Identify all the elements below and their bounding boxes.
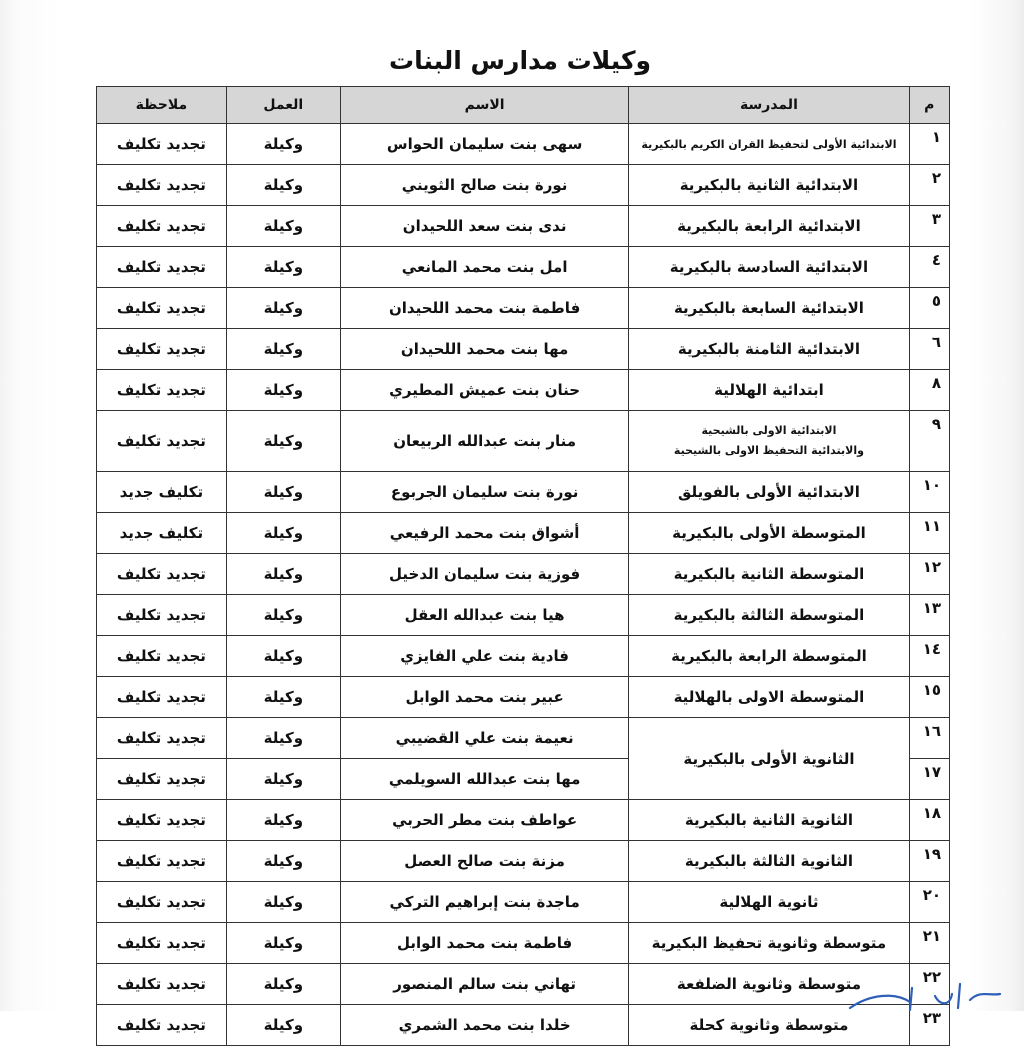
row-num: ١٧ — [909, 759, 949, 800]
row-school: المتوسطة الأولى بالبكيرية — [629, 513, 909, 554]
table-row — [97, 636, 950, 677]
row-job: وكيلة — [226, 124, 340, 165]
header-school: المدرسة — [629, 87, 909, 124]
row-job: وكيلة — [226, 513, 340, 554]
table-row — [97, 800, 950, 841]
row-num: ٢ — [909, 165, 949, 206]
row-num: ٥ — [909, 288, 949, 329]
row-school: الابتدائية الثامنة بالبكيرية — [629, 329, 909, 370]
row-note: تجديد تكليف — [97, 206, 227, 247]
header-num: م — [909, 87, 949, 124]
row-name: ندى بنت سعد اللحيدان — [340, 206, 628, 247]
table-row — [97, 370, 950, 411]
row-school-line2: والابتدائية التحفيظ الاولى بالشيحية — [673, 444, 864, 457]
row-job: وكيلة — [226, 288, 340, 329]
table-row — [97, 206, 950, 247]
row-school: ثانوية الهلالية — [629, 882, 909, 923]
row-job: وكيلة — [226, 472, 340, 513]
row-name: تهاني بنت سالم المنصور — [340, 964, 628, 1005]
row-school: الثانوية الثانية بالبكيرية — [629, 800, 909, 841]
row-note: تجديد تكليف — [97, 677, 227, 718]
table-row — [97, 964, 950, 1005]
row-school: متوسطة وثانوية كحلة — [629, 1005, 909, 1046]
table-row — [97, 513, 950, 554]
row-name: ماجدة بنت إبراهيم التركي — [340, 882, 628, 923]
agents-table — [96, 86, 950, 1046]
row-school: الابتدائية الرابعة بالبكيرية — [629, 206, 909, 247]
row-num: ٣ — [909, 206, 949, 247]
row-school: الابتدائية السابعة بالبكيرية — [629, 288, 909, 329]
row-job: وكيلة — [226, 554, 340, 595]
row-job: وكيلة — [226, 636, 340, 677]
table-row — [97, 247, 950, 288]
row-note: تجديد تكليف — [97, 124, 227, 165]
table-row — [97, 124, 950, 165]
row-num: ٦ — [909, 329, 949, 370]
row-num: ٢٣ — [909, 1005, 949, 1046]
row-num: ١ — [909, 124, 949, 165]
row-job: وكيلة — [226, 206, 340, 247]
row-note: تجديد تكليف — [97, 923, 227, 964]
table-row — [97, 595, 950, 636]
row-school: الابتدائية السادسة بالبكيرية — [629, 247, 909, 288]
row-note: تكليف جديد — [97, 513, 227, 554]
row-note: تجديد تكليف — [97, 247, 227, 288]
row-note: تجديد تكليف — [97, 841, 227, 882]
row-job: وكيلة — [226, 329, 340, 370]
row-num: ١٦ — [909, 718, 949, 759]
row-note: تجديد تكليف — [97, 595, 227, 636]
row-name: نورة بنت صالح الثويني — [340, 165, 628, 206]
table-row — [97, 677, 950, 718]
row-job: وكيلة — [226, 370, 340, 411]
table-row — [97, 923, 950, 964]
row-job: وكيلة — [226, 841, 340, 882]
row-job: وكيلة — [226, 964, 340, 1005]
row-name: نورة بنت سليمان الجربوع — [340, 472, 628, 513]
row-job: وكيلة — [226, 677, 340, 718]
row-num: ٩ — [909, 411, 949, 472]
row-school: الثانوية الثالثة بالبكيرية — [629, 841, 909, 882]
row-name: مها بنت محمد اللحيدان — [340, 329, 628, 370]
row-name: فادية بنت علي الفايزي — [340, 636, 628, 677]
header-job: العمل — [226, 87, 340, 124]
row-school: الابتدائية الأولى بالفويلق — [629, 472, 909, 513]
row-job: وكيلة — [226, 247, 340, 288]
table-row — [97, 841, 950, 882]
row-note: تكليف جديد — [97, 472, 227, 513]
row-school: المتوسطة الثالثة بالبكيرية — [629, 595, 909, 636]
row-note: تجديد تكليف — [97, 964, 227, 1005]
row-num: ١٥ — [909, 677, 949, 718]
row-note: تجديد تكليف — [97, 554, 227, 595]
row-note: تجديد تكليف — [97, 882, 227, 923]
row-name: امل بنت محمد المانعي — [340, 247, 628, 288]
table-row — [97, 472, 950, 513]
row-note: تجديد تكليف — [97, 329, 227, 370]
table-row — [97, 411, 950, 472]
row-note: تجديد تكليف — [97, 288, 227, 329]
table-header-row — [97, 87, 950, 124]
row-school: المتوسطة الرابعة بالبكيرية — [629, 636, 909, 677]
row-name: مزنة بنت صالح العصل — [340, 841, 628, 882]
row-num: ١١ — [909, 513, 949, 554]
row-num: ٤ — [909, 247, 949, 288]
row-num: ١٨ — [909, 800, 949, 841]
row-num: ٢٠ — [909, 882, 949, 923]
row-job: وكيلة — [226, 923, 340, 964]
row-job: وكيلة — [226, 800, 340, 841]
row-note: تجديد تكليف — [97, 370, 227, 411]
row-school: الابتدائية الثانية بالبكيرية — [629, 165, 909, 206]
row-num: ١٣ — [909, 595, 949, 636]
row-note: تجديد تكليف — [97, 165, 227, 206]
row-school: الابتدائية الأولى لتحفيظ القران الكريم بالبكيرية — [629, 124, 909, 165]
table-row — [97, 288, 950, 329]
row-note: تجديد تكليف — [97, 1005, 227, 1046]
row-name: فاطمة بنت محمد اللحيدان — [340, 288, 628, 329]
signature-mark — [840, 976, 1010, 1016]
row-note: تجديد تكليف — [97, 636, 227, 677]
row-name: حنان بنت عميش المطيري — [340, 370, 628, 411]
row-num: ١٢ — [909, 554, 949, 595]
row-num: ٨ — [909, 370, 949, 411]
row-name: منار بنت عبدالله الربيعان — [340, 411, 628, 472]
row-job: وكيلة — [226, 165, 340, 206]
row-school: متوسطة وثانوية تحفيظ البكيرية — [629, 923, 909, 964]
row-job: وكيلة — [226, 718, 340, 759]
row-school: المتوسطة الثانية بالبكيرية — [629, 554, 909, 595]
row-num: ١٩ — [909, 841, 949, 882]
table-row — [97, 718, 950, 759]
header-name: الاسم — [340, 87, 628, 124]
row-job: وكيلة — [226, 882, 340, 923]
row-name: فوزية بنت سليمان الدخيل — [340, 554, 628, 595]
row-note: تجديد تكليف — [97, 718, 227, 759]
row-name: أشواق بنت محمد الرفيعي — [340, 513, 628, 554]
row-note: تجديد تكليف — [97, 759, 227, 800]
row-name: مها بنت عبدالله السويلمي — [340, 759, 628, 800]
row-job: وكيلة — [226, 759, 340, 800]
row-name: عبير بنت محمد الوابل — [340, 677, 628, 718]
row-school: متوسطة وثانوية الضلفعة — [629, 964, 909, 1005]
table-row — [97, 554, 950, 595]
row-num: ١٠ — [909, 472, 949, 513]
row-name: نعيمة بنت علي القضيبي — [340, 718, 628, 759]
row-name: هيا بنت عبدالله العقل — [340, 595, 628, 636]
row-num: ٢١ — [909, 923, 949, 964]
table-row — [97, 329, 950, 370]
row-note: تجديد تكليف — [97, 800, 227, 841]
row-name: سهى بنت سليمان الحواس — [340, 124, 628, 165]
row-school — [629, 411, 909, 472]
row-num: ١٤ — [909, 636, 949, 677]
row-num: ٢٢ — [909, 964, 949, 1005]
row-school: ابتدائية الهلالية — [629, 370, 909, 411]
row-name: فاطمة بنت محمد الوابل — [340, 923, 628, 964]
row-name: عواطف بنت مطر الحربي — [340, 800, 628, 841]
row-job: وكيلة — [226, 411, 340, 472]
row-job: وكيلة — [226, 595, 340, 636]
table-row — [97, 165, 950, 206]
row-note: تجديد تكليف — [97, 411, 227, 472]
header-note: ملاحظة — [97, 87, 227, 124]
table-row — [97, 882, 950, 923]
row-name: خلدا بنت محمد الشمري — [340, 1005, 628, 1046]
row-school: الثانوية الأولى بالبكيرية — [629, 718, 909, 800]
row-school-line1: الابتدائية الاولى بالشيحية — [701, 424, 837, 437]
page-title: وكيلات مدارس البنات — [388, 46, 652, 75]
row-job: وكيلة — [226, 1005, 340, 1046]
row-school: المتوسطة الاولى بالهلالية — [629, 677, 909, 718]
